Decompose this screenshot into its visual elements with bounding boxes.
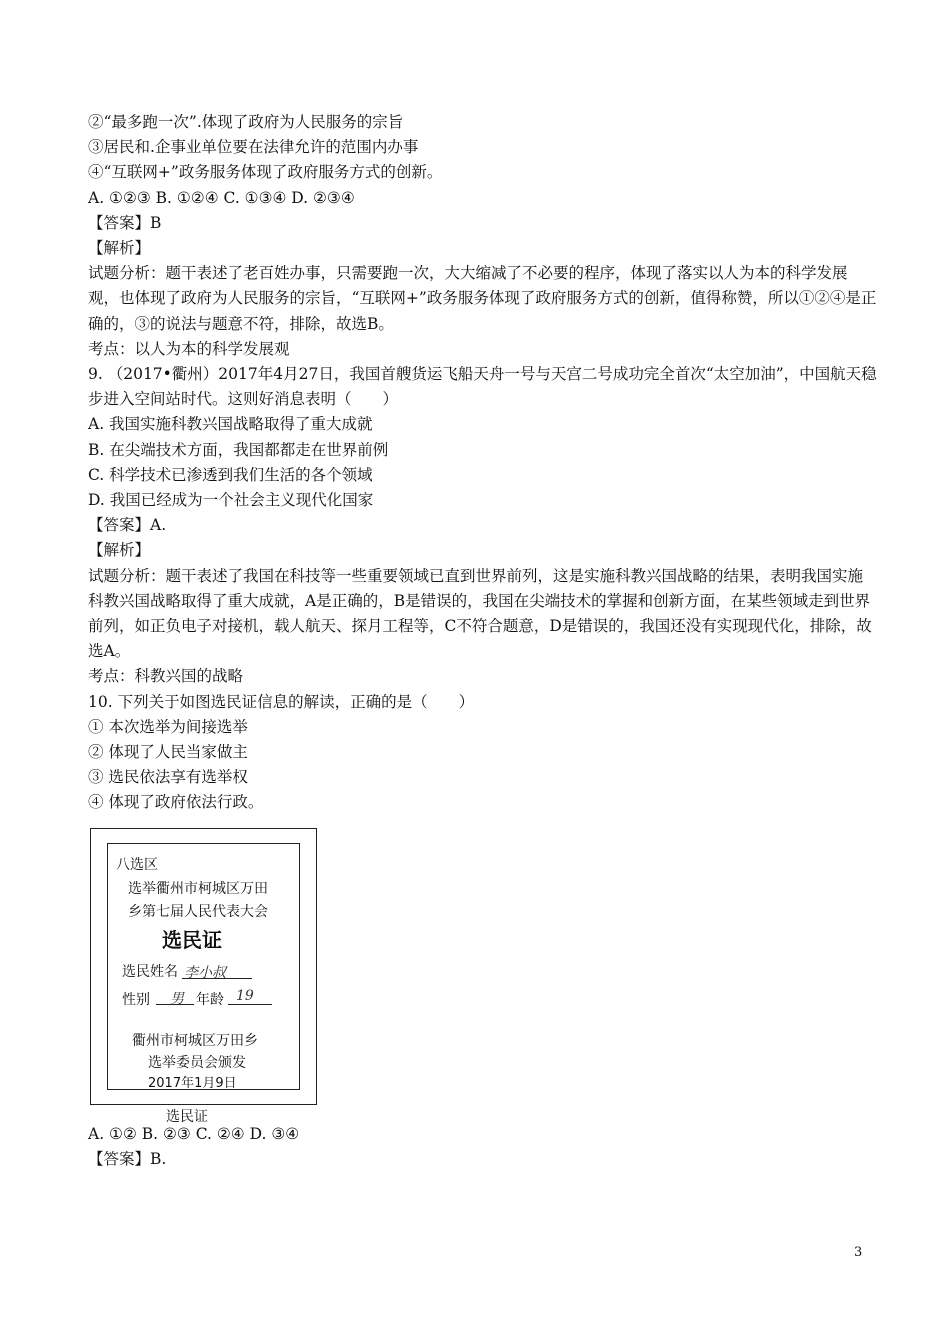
card-sex-label: 性别 — [122, 991, 150, 1008]
q10-item-1: ① 本次选举为间接选举 — [88, 717, 248, 736]
card-sex-underline — [156, 1004, 194, 1005]
card-age-value: 19 — [236, 987, 254, 1004]
q9-analysis: 试题分析：题干表述了我国在科技等一些重要领域已直到世界前列，这是实施科教兴国战略的结果，表明我国实施科教兴国战略取得了重大成就，A是正确的，B是错误的，我国在尖端技术的掌握和创新方面，在某些领域走到世界前列，如正负电子对接机，载人航天、探月工程等，C不符合题意，D是错误的，我国还没有实现现代化，排除，故选A。 — [88, 566, 872, 661]
q10-item-2: ② 体现了人民当家做主 — [88, 743, 248, 762]
card-line-2: 乡第七届人民代表大会 — [128, 903, 268, 920]
q9-option-a: A. 我国实施科教兴国战略取得了重大成就 — [88, 415, 373, 434]
card-issuer-1: 衢州市柯城区万田乡 — [132, 1032, 258, 1049]
card-age-label: 年龄 — [196, 991, 224, 1008]
card-name-label: 选民姓名 — [122, 963, 178, 980]
statement-2: ②“最多跑一次”.体现了政府为人民服务的宗旨 — [88, 113, 404, 131]
q9-answer: 【答案】A. — [88, 516, 167, 535]
q8-options: A. ①②③ B. ①②④ C. ①③④ D. ②③④ — [88, 188, 355, 207]
q9-option-d: D. 我国已经成为一个社会主义现代化国家 — [88, 491, 374, 510]
q8-answer: 【答案】B — [88, 213, 162, 232]
page-number: 3 — [854, 1245, 863, 1260]
q10-options: A. ①② B. ②③ C. ②④ D. ③④ — [88, 1124, 300, 1143]
q9-option-c: C. 科学技术已渗透到我们生活的各个领域 — [88, 465, 373, 484]
q8-point: 考点：以人为本的科学发展观 — [88, 339, 290, 358]
card-date: 2017年1月9日 — [148, 1075, 237, 1091]
q10-question: 10. 下列关于如图选民证信息的解读，正确的是（ ） — [88, 692, 475, 711]
q8-analysis-label: 【解析】 — [88, 239, 151, 258]
q8-analysis: 试题分析：题干表述了老百姓办事，只需要跑一次，大大缩减了不必要的程序，体现了落实以人为本的科学发展观，也体现了政府为人民服务的宗旨，“互联网+”政务服务体现了政府服务方式的创新，值得称赞，所以①②④是正确的，③的说法与题意不符，排除，故选B。 — [88, 264, 877, 333]
statement-4: ④“互联网+”政务服务体现了政府服务方式的创新。 — [88, 163, 443, 182]
q9-point: 考点：科教兴国的战略 — [88, 667, 244, 686]
card-district: 八选区 — [116, 856, 158, 873]
q10-item-4: ④ 体现了政府依法行政。 — [88, 793, 264, 812]
card-name-underline — [182, 978, 252, 979]
card-issuer-2: 选举委员会颁发 — [148, 1054, 246, 1071]
card-title: 选民证 — [162, 927, 222, 952]
card-sex-value: 男 — [170, 990, 184, 1007]
voter-card-outer-border — [90, 828, 317, 1105]
q9-option-b: B. 在尖端技术方面，我国都都走在世界前例 — [88, 440, 389, 459]
q10-answer: 【答案】B. — [88, 1149, 167, 1168]
card-age-underline — [228, 1004, 272, 1005]
card-name-value: 李小叔 — [184, 964, 226, 981]
q10-item-3: ③ 选民依法享有选举权 — [88, 768, 248, 787]
voter-card — [107, 843, 300, 1090]
statement-3: ③居民和.企事业单位要在法律允许的范围内办事 — [88, 138, 419, 157]
card-line-1: 选举衢州市柯城区万田 — [128, 880, 268, 897]
figure-caption: 选民证 — [166, 1108, 208, 1125]
q9-question: 9. （2017•衢州）2017年4月27日，我国首艘货运飞船天舟一号与天宫二号成功完全首次“太空加油”，中国航天稳步进入空间站时代。这则好消息表明（ ） — [88, 365, 877, 409]
voter-card-figure — [88, 822, 878, 1125]
q9-analysis-label: 【解析】 — [88, 541, 151, 560]
document-body — [88, 110, 878, 1172]
